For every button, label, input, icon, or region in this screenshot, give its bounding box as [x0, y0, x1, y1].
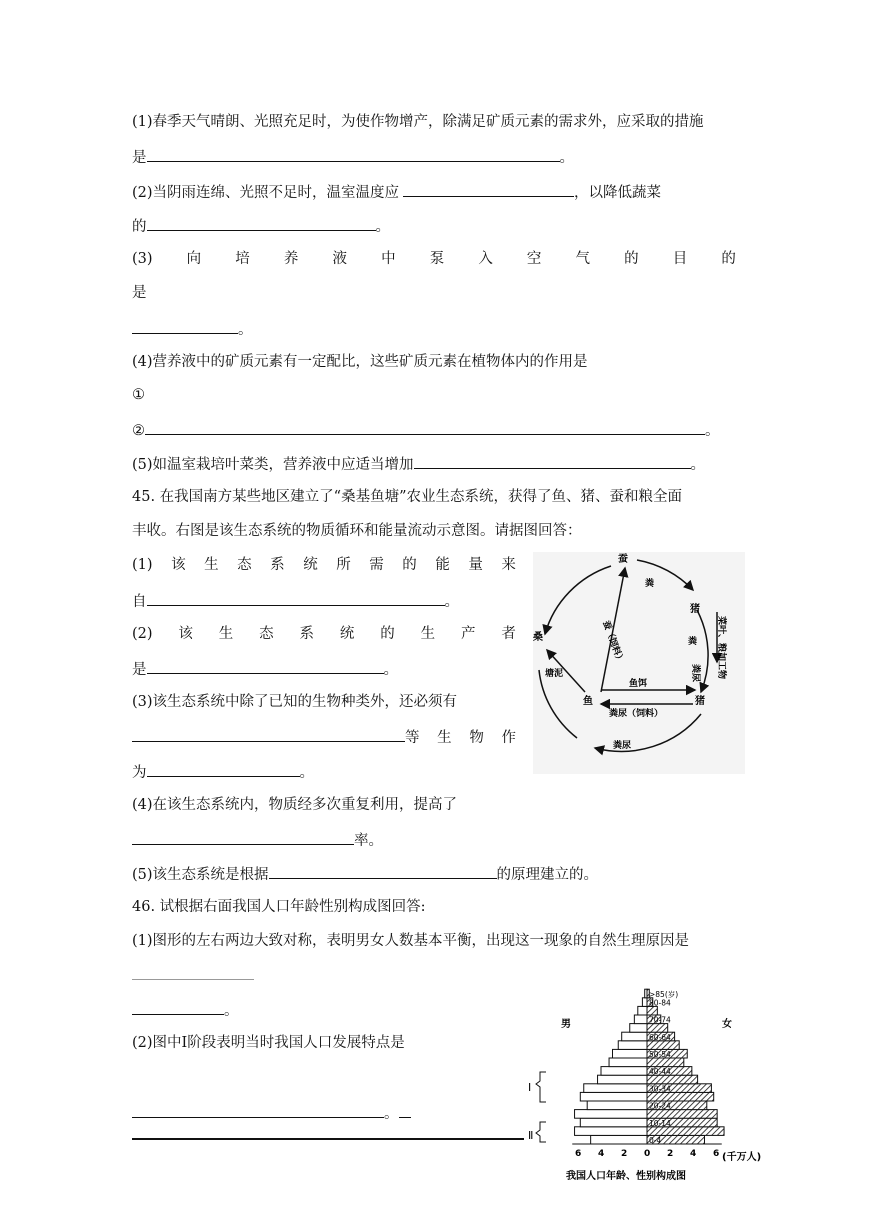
female-bar-55-59 — [647, 1041, 679, 1050]
q45-part5 — [132, 863, 598, 885]
answer-blank-faint[interactable] — [132, 979, 254, 980]
answer-blank[interactable] — [414, 453, 691, 469]
spread-char: 该 — [178, 626, 193, 642]
period: 。 — [690, 457, 706, 473]
q46-part1-line1: (1)图形的左右两边大致对称，表明男女人数基本平衡，出现这一现象的自然生理原因是 — [132, 933, 690, 949]
male-bar-40-44 — [601, 1067, 647, 1076]
female-bar-25-29 — [647, 1092, 714, 1101]
answer-blank[interactable] — [147, 590, 445, 606]
q46-part2-answer — [132, 1102, 411, 1124]
q44-part2-line1 — [132, 181, 661, 203]
label-zhu-top: 猪 — [690, 604, 700, 615]
q45-part2-line1 — [132, 624, 516, 644]
spread-char: 该 — [171, 557, 186, 573]
spread-char: 培 — [235, 251, 250, 267]
arc-left-lower — [539, 670, 577, 738]
answer-blank[interactable] — [132, 829, 354, 845]
answer-blank[interactable] — [132, 318, 238, 334]
q44-part5 — [132, 453, 705, 475]
answer-blank[interactable] — [132, 726, 405, 742]
answer-blank[interactable] — [147, 658, 384, 674]
spread-char: 养 — [283, 251, 299, 267]
female-bar-45-49 — [647, 1058, 684, 1067]
q45-title-line1: 45. 在我国南方某些地区建立了“桑基鱼塘”农业生态系统，获得了鱼、猪、蚕和粮全面 — [132, 489, 682, 505]
q45-part1-line1 — [132, 555, 516, 575]
x-tick-label: 4 — [598, 1149, 605, 1159]
spread-char: 液 — [332, 251, 347, 267]
q46-title: 46. 试根据右面我国人口年龄性别构成图回答: — [132, 899, 426, 915]
female-bar-35-39 — [647, 1075, 698, 1084]
arrow-fenniao-bottom — [595, 714, 701, 751]
spread-char: 中 — [381, 251, 396, 267]
age-label: 40-44 — [649, 1067, 671, 1077]
q46-part1-line2 — [132, 999, 239, 1021]
age-label: 60-64 — [649, 1032, 671, 1042]
period: 。 — [238, 322, 253, 338]
q46-part2: (2)图中Ⅰ阶段表明当时我国人口发展特点是 — [132, 1035, 405, 1051]
spread-char: 等 — [405, 730, 420, 746]
spread-char: 生 — [204, 557, 219, 573]
q44-part4-line1: (4)营养液中的矿质元素有一定配比，这些矿质元素在植物体内的作用是 — [132, 354, 588, 370]
male-bar-0-4 — [591, 1135, 647, 1144]
spread-char: 来 — [501, 557, 516, 573]
bracket-stage1 — [536, 1072, 546, 1102]
male-bar-30-34 — [584, 1084, 647, 1093]
spread-char: 系 — [299, 626, 315, 642]
period: 。 — [224, 1003, 239, 1019]
label-fenniao-siliao: 粪尿（饲料） — [609, 709, 664, 719]
q45-part1-line2 — [132, 590, 459, 612]
answer-blank[interactable] — [147, 146, 560, 162]
q45-part1-prefix: 自 — [132, 594, 147, 610]
spread-char: 能 — [435, 557, 450, 573]
period: 。 — [705, 423, 720, 439]
spread-char: 系 — [270, 557, 285, 573]
answer-blank[interactable] — [132, 1102, 384, 1118]
age-label: 30-34 — [649, 1084, 671, 1094]
circled-2: ② — [132, 423, 145, 439]
male-bar-70-74 — [634, 1015, 647, 1024]
male-bar-5-9 — [575, 1127, 647, 1136]
male-bar-60-64 — [622, 1032, 647, 1041]
label-fen-vertical: 粪 — [688, 637, 698, 647]
axis-unit: (千万人) — [722, 1152, 762, 1163]
spread-char: 需 — [369, 557, 384, 573]
label-stage2: Ⅱ — [528, 1129, 534, 1142]
answer-blank[interactable] — [403, 181, 574, 197]
period: 。 — [559, 150, 574, 166]
q44-part2-text: (2)当阴雨连绵、光照不足时，温室温度应 — [132, 185, 400, 201]
answer-blank[interactable] — [147, 215, 376, 231]
female-bar-65-69 — [647, 1024, 668, 1033]
spread-char: 产 — [461, 626, 476, 642]
spread-char: 入 — [478, 251, 493, 267]
age-label: 20-24 — [649, 1101, 671, 1111]
q44-part3-line2: 是 — [132, 285, 147, 301]
male-bar-75-79 — [638, 1006, 647, 1015]
q45-part3-suffix — [405, 728, 516, 748]
q45-part4-line1: (4)在该生态系统内，物质经多次重复利用，提高了 — [132, 797, 458, 813]
age-label: 0-4 — [649, 1136, 662, 1145]
q45-part2-prefix: 是 — [132, 662, 147, 678]
spread-char: 目 — [672, 251, 688, 267]
spread-char: 作 — [501, 730, 516, 746]
spread-char: 所 — [336, 557, 351, 573]
age-label: 10-14 — [649, 1118, 671, 1128]
spread-char: 统 — [303, 557, 318, 573]
spread-char: 生 — [218, 626, 234, 642]
q44-part2-prefix: 的 — [132, 219, 147, 235]
male-bar-55-59 — [618, 1041, 647, 1050]
spread-char: 物 — [469, 730, 484, 746]
period: 。 — [383, 662, 398, 678]
answer-blank[interactable] — [269, 863, 497, 879]
label-sang: 桑 — [533, 632, 543, 643]
spread-char: 向 — [186, 251, 202, 267]
spread-char: 的 — [624, 251, 639, 267]
spread-char: (3) — [132, 251, 153, 267]
period: 。 — [384, 1106, 399, 1122]
spread-char: (2) — [132, 626, 153, 642]
period: 。 — [375, 219, 390, 235]
male-bar-45-49 — [609, 1058, 647, 1067]
spread-char: (1) — [132, 557, 153, 573]
age-label: 50-54 — [649, 1050, 671, 1059]
q44-part2-line2 — [132, 215, 390, 237]
q44-part4-item2 — [132, 419, 720, 441]
male-bar-65-69 — [630, 1024, 647, 1033]
answer-blank[interactable] — [145, 419, 705, 435]
label-canfen: 蚕（饲料） — [600, 619, 625, 666]
q44-part4-item1: ① — [132, 387, 145, 403]
q44-part2-suffix: ，以降低蔬菜 — [574, 185, 662, 201]
ecosystem-diagram-svg — [533, 552, 745, 774]
x-tick-label: 2 — [667, 1149, 674, 1159]
label-stage1: Ⅰ — [528, 1081, 532, 1094]
spread-char: 统 — [339, 626, 355, 642]
spread-char: 泵 — [429, 251, 445, 267]
spread-char: 的 — [721, 251, 736, 267]
q45-part4-line2 — [132, 829, 383, 851]
spread-char: 量 — [468, 557, 483, 573]
q44-part1-prefix: 是 — [132, 150, 147, 166]
answer-blank[interactable] — [147, 761, 300, 777]
label-caiye: 菜叶、粮加工物 — [716, 616, 726, 680]
period: 。 — [444, 594, 459, 610]
x-tick-label: 4 — [690, 1149, 697, 1159]
answer-blank-tail[interactable] — [399, 1102, 411, 1118]
male-bar-10-14 — [580, 1118, 647, 1127]
label-fenniao-right: 粪尿 — [690, 664, 700, 683]
x-tick-label: 2 — [621, 1149, 628, 1159]
q44-part3-line1 — [132, 249, 736, 269]
answer-rule[interactable] — [132, 1138, 524, 1140]
label-tangni: 塘泥 — [545, 669, 564, 679]
q45-title-line2: 丰收。右图是该生态系统的物质循环和能量流动示意图。请据图回答： — [132, 523, 582, 539]
female-bar-15-19 — [647, 1110, 717, 1119]
spread-char: 态 — [259, 626, 274, 642]
population-pyramid — [526, 964, 766, 1192]
male-bar-25-29 — [580, 1092, 647, 1101]
x-tick-label: 6 — [575, 1149, 582, 1159]
age-label: 70-74 — [649, 1015, 671, 1025]
period: 。 — [299, 765, 314, 781]
q45-part3-prefix: 为 — [132, 765, 147, 781]
q45-part3-line3 — [132, 761, 314, 783]
q44-part1-line2 — [132, 146, 574, 168]
spread-char: 态 — [237, 557, 252, 573]
spread-char: 气 — [575, 251, 591, 267]
age-label: >85(岁) — [649, 989, 679, 999]
bracket-stage2 — [536, 1122, 546, 1142]
male-bar-15-19 — [575, 1110, 647, 1119]
q45-part5-text: (5)该生态系统是根据 — [132, 867, 269, 883]
population-pyramid-svg — [526, 964, 766, 1192]
q45-part4-suffix: 率。 — [354, 833, 383, 849]
spread-char: 生 — [437, 730, 452, 746]
label-fenniao-bottom: 粪尿 — [613, 741, 632, 751]
male-bar-80-84 — [642, 998, 647, 1007]
label-can: 蚕 — [618, 554, 628, 565]
spread-char: 的 — [380, 626, 395, 642]
answer-blank[interactable] — [132, 999, 224, 1015]
label-yu: 鱼 — [583, 696, 593, 707]
male-bar-35-39 — [598, 1075, 647, 1084]
q45-part3-line1: (3)该生态系统中除了已知的生物种类外，还必须有 — [132, 694, 458, 710]
x-tick-label: 0 — [644, 1149, 651, 1159]
spread-char: 生 — [420, 626, 436, 642]
q45-part5-suffix: 的原理建立的。 — [496, 867, 599, 883]
male-bar-50-54 — [613, 1049, 648, 1058]
spread-char: 空 — [526, 251, 542, 267]
q44-part3-line3 — [132, 318, 253, 340]
female-bar-5-9 — [647, 1127, 724, 1136]
label-female: 女 — [722, 1019, 732, 1030]
spread-char: 的 — [402, 557, 417, 573]
ecosystem-diagram — [533, 552, 745, 774]
male-bar-20-24 — [587, 1101, 647, 1110]
q45-part2-line2 — [132, 658, 398, 680]
age-label: 80-84 — [649, 998, 671, 1008]
label-zhu: 猪 — [695, 696, 705, 707]
q44-part5-text: (5)如温室栽培叶菜类，营养液中应适当增加 — [132, 457, 414, 473]
pyramid-title: 我国人口年龄、性别构成图 — [566, 1171, 686, 1182]
q45-part3-line2 — [132, 726, 516, 748]
label-yuling: 鱼饵 — [629, 679, 648, 689]
q44-part1-line1: (1)春季天气晴朗、光照充足时，为使作物增产，除满足矿质元素的需求外，应采取的措施 — [132, 114, 704, 130]
female-bar-75-79 — [647, 1006, 657, 1015]
x-tick-label: 6 — [713, 1149, 720, 1159]
label-male: 男 — [561, 1019, 571, 1030]
spread-char: 者 — [501, 626, 516, 642]
label-fen-top: 粪 — [645, 579, 655, 589]
